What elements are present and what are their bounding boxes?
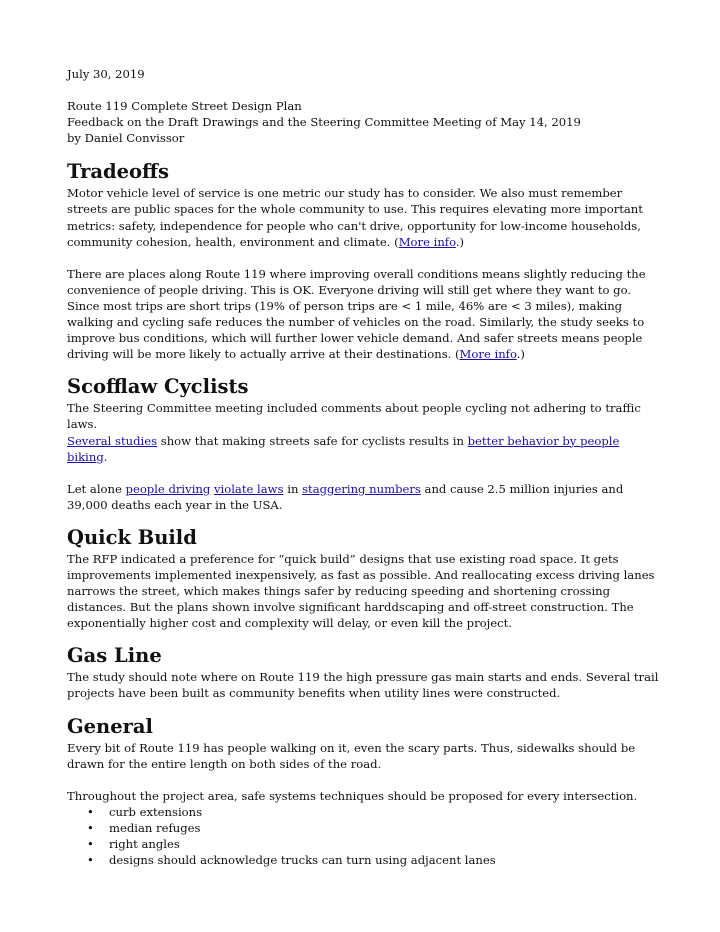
list-item: [67, 852, 660, 868]
letter-header: [67, 98, 660, 146]
scofflaw-p1-text: The Steering Committee meeting included comments about people cycling not adhering to traffic laws.: [67, 401, 641, 432]
scofflaw-p1-end: .: [103, 449, 108, 464]
tradeoffs-paragraph-1: [67, 185, 660, 249]
scofflaw-p2-mid: in: [283, 481, 303, 496]
section-general: [67, 714, 660, 869]
quick-build-paragraph: The RFP indicated a preference for “quick build” designs that use existing road space. It gets improvements implemented inexpensively, as fast as possible. And reallocating excess driving lanes narrows the street, which makes things safer by reducing speeding and shortening crossing distances. But the plans shown involve significant harddscaping and off-street construction. The exponentially higher cost and complexity will delay, or even kill the project.: [67, 551, 655, 631]
tradeoffs-p2-text: There are places along Route 119 where improving overall conditions means slightly reducing the convenience of people driving. This is OK. Everyone driving will still get where they want to go. Since most trips are short trips (19% of person trips are < 1 mile, 46% are < 3 miles), making walking and cycling safe reduces the number of vehicles on the road. Similarly, the study seeks to improve bus conditions, which will further lower vehicle demand. And safer streets means people driving will be more likely to actually arrive at their destinations. (: [67, 266, 646, 362]
letter-date: July 30, 2019: [67, 67, 145, 81]
bullet-icon: •: [87, 804, 94, 819]
list-item: [67, 836, 660, 852]
scofflaw-paragraph-2: [67, 481, 660, 513]
document-author: by Daniel Convissor: [67, 131, 185, 146]
several-studies-link[interactable]: Several studies: [67, 433, 158, 448]
general-paragraph-2: Throughout the project area, safe systems techniques should be proposed for every intersection.: [67, 788, 638, 803]
list-item-text: right angles: [109, 837, 180, 851]
document-title: Route 119 Complete Street Design Plan: [67, 99, 302, 114]
tradeoffs-p1-text: Motor vehicle level of service is one metric our study has to consider. We also must remember streets are public spaces for the whole community to use. This requires elevating more important metrics: safety, independence for people who can't drive, opportunity for low-income households, community cohesion, health, environment and climate. (: [67, 186, 643, 249]
section-scofflaw-cyclists: [67, 374, 660, 513]
scofflaw-paragraph-1: [67, 400, 660, 464]
list-item: [67, 804, 660, 820]
violate-laws-link[interactable]: violate laws: [213, 481, 284, 496]
heading-scofflaw-cyclists: Scofflaw Cyclists: [67, 375, 249, 399]
heading-gas-line: Gas Line: [67, 644, 162, 668]
people-driving-link[interactable]: people driving: [125, 481, 211, 496]
heading-quick-build: Quick Build: [67, 525, 197, 549]
bullet-icon: •: [87, 820, 94, 835]
bullet-icon: •: [87, 837, 94, 851]
more-info-link-2[interactable]: More info: [459, 347, 517, 362]
more-info-link-1[interactable]: More info: [398, 234, 456, 249]
list-item-text: median refuges: [109, 820, 201, 835]
heading-general: General: [67, 714, 153, 738]
better-behavior-link[interactable]: better behavior by people biking: [67, 433, 620, 464]
tradeoffs-p2-end: .): [516, 347, 525, 362]
scofflaw-p1-mid: show that making streets safe for cyclists results in: [157, 433, 468, 448]
gas-line-paragraph: The study should note where on Route 119 the high pressure gas main starts and ends. Several trail projects have been built as community benefits when utility lines were constructed.: [67, 670, 659, 701]
section-quick-build: [67, 525, 660, 631]
staggering-numbers-link[interactable]: staggering numbers: [302, 481, 421, 496]
bullet-icon: •: [87, 853, 94, 868]
heading-tradeoffs: Tradeoffs: [67, 160, 170, 184]
list-item-text: designs should acknowledge trucks can turn using adjacent lanes: [109, 853, 496, 868]
scofflaw-p2-end: and cause 2.5 million injuries and 39,000 deaths each year in the USA.: [67, 481, 624, 512]
tradeoffs-paragraph-2: [67, 266, 660, 363]
general-paragraph-1: Every bit of Route 119 has people walking on it, even the scary parts. Thus, sidewalks should be drawn for the entire length on both sides of the road.: [67, 740, 636, 771]
document-subtitle: Feedback on the Draft Drawings and the Steering Committee Meeting of May 14, 2019: [67, 115, 581, 130]
scofflaw-p2-start: Let alone: [67, 481, 126, 496]
section-gas-line: [67, 643, 660, 701]
safe-systems-list: [67, 804, 660, 868]
list-item: [67, 820, 660, 836]
list-item-text: curb extensions: [109, 804, 203, 819]
tradeoffs-p1-end: .): [455, 234, 465, 249]
section-tradeoffs: [67, 159, 660, 362]
